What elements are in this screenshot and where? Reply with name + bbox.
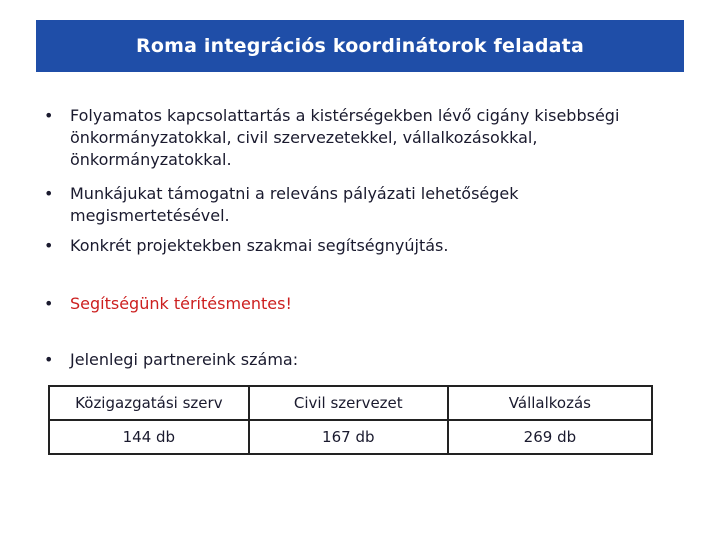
list-item bbox=[44, 183, 670, 227]
table-cell: 269 db bbox=[448, 420, 652, 454]
column-header: Közigazgatási szerv bbox=[49, 386, 249, 420]
bullet-text: Konkrét projektekben szakmai segítségnyújtás. bbox=[70, 236, 449, 255]
bullet-text: Munkájukat támogatni a releváns pályázati lehetőségek megismertetésével. bbox=[70, 184, 519, 225]
table-cell: 144 db bbox=[49, 420, 249, 454]
bullet-marker: • bbox=[44, 236, 54, 255]
bullet-marker: • bbox=[44, 350, 54, 369]
table-cell: 167 db bbox=[249, 420, 448, 454]
table-header-row bbox=[49, 386, 652, 420]
column-header: Vállalkozás bbox=[448, 386, 652, 420]
column-header: Civil szervezet bbox=[249, 386, 448, 420]
bullet-marker: • bbox=[44, 106, 54, 125]
partners-table bbox=[48, 385, 653, 455]
list-item bbox=[44, 105, 670, 171]
free-of-charge-notice: Segítségünk térítésmentes! bbox=[70, 294, 292, 313]
bullet-text: Jelenlegi partnereink száma: bbox=[70, 350, 299, 369]
list-item-highlight bbox=[44, 293, 670, 315]
page-title: Roma integrációs koordinátorok feladata bbox=[136, 35, 584, 57]
list-item bbox=[44, 235, 670, 257]
bullet-text: Folyamatos kapcsolattartás a kistérségekben lévő cigány kisebbségi önkormányzatokkal, civil szervezetekkel, vállalkozásokkal, önkormányzatokkal. bbox=[70, 106, 620, 169]
list-item bbox=[44, 349, 670, 371]
bullet-marker: • bbox=[44, 184, 54, 203]
table-row bbox=[49, 420, 652, 454]
bullet-marker: • bbox=[44, 294, 54, 313]
